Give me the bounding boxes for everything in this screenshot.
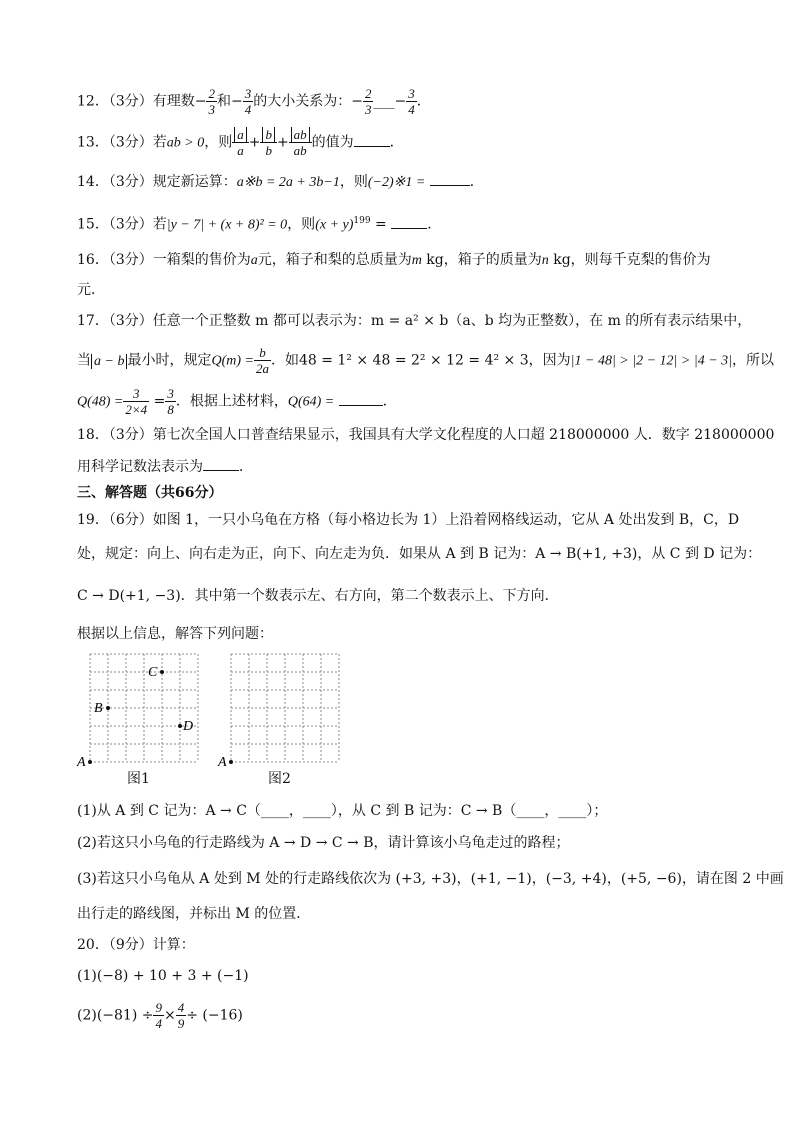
label-A: A bbox=[77, 755, 86, 768]
answer-blank[interactable] bbox=[391, 216, 427, 229]
point-A bbox=[88, 760, 92, 764]
point-A bbox=[229, 760, 233, 764]
question-16-line2: 元． bbox=[77, 282, 105, 298]
question-14: 14．（3分）规定新运算：a※b = 2a + 3b−1，则(−2)※1 = ． bbox=[77, 174, 484, 190]
label-D: D bbox=[183, 719, 194, 734]
question-19-line3: C → D(+1, −3)．其中第一个数表示左、右方向，第二个数表示上、下方向． bbox=[77, 588, 559, 604]
figure-1-caption: 图1 bbox=[127, 771, 150, 787]
question-13: 13．（3分）若ab > 0，则 $\frac{a}{a}$ + $\frac{b}{b}$ + $\frac{ab}{ab}$ 的值为 ． bbox=[77, 127, 404, 158]
question-12: 12．（3分）有理数− $\frac{2}{3}$ 和− $\frac{3}{4}$ 的大小关系为：− $\frac{2}{3}$ ___− $\frac{3}{4}$ ． bbox=[77, 86, 431, 117]
figure-2-caption: 图2 bbox=[268, 771, 291, 787]
question-19-line4: 根据以上信息，解答下列问题： bbox=[77, 626, 273, 642]
label-A: A bbox=[218, 755, 227, 768]
section-heading: 三、解答题（共66分） bbox=[77, 485, 223, 501]
grid-figure-2[interactable] bbox=[213, 648, 343, 768]
point-D bbox=[178, 724, 182, 728]
question-15: 15．（3分）若|y − 7| + (x + 8)² = 0，则$(x + y)^{199}$ = ． bbox=[77, 216, 442, 233]
answer-blank[interactable]: ___ bbox=[373, 93, 395, 110]
question-18-line2: 用科学记数法表示为 ． bbox=[77, 459, 253, 475]
question-20-part2: (2)(−81) ÷ $\frac{9}{4}$ × $\frac{4}{9}$ ÷ (−16) bbox=[77, 1000, 243, 1031]
question-19-sub3-line2: 出行走的路线图，并标出 M 的位置． bbox=[77, 906, 311, 922]
question-19-sub2: (2)若这只小乌龟的行走路线为 A → D → C → B，请计算该小乌龟走过的路程； bbox=[77, 835, 570, 851]
answer-blank[interactable] bbox=[339, 393, 383, 406]
answer-blank[interactable] bbox=[354, 134, 390, 147]
question-16: 16．（3分）一箱梨的售价为a元，箱子和梨的总质量为m kg，箱子的质量为n kg，则每千克梨的售价为 bbox=[77, 252, 711, 268]
point-B bbox=[106, 706, 110, 710]
answer-blank[interactable] bbox=[203, 458, 239, 471]
point-C bbox=[160, 670, 164, 674]
answer-blank[interactable] bbox=[430, 173, 470, 186]
question-20-part1: (1)(−8) + 10 + 3 + (−1) bbox=[77, 968, 249, 984]
question-17-line3: Q(48) = $\frac{3}{2\times 4}$ = $\frac{3}{8}$ ．根据上述材料，Q(64) = ． bbox=[77, 386, 397, 417]
question-20-heading: 20．（9分）计算： bbox=[77, 937, 195, 953]
question-17-line1: 17．（3分）任意一个正整数 m 都可以表示为：m = a² × b（a、b 均为正整数），在 m 的所有表示结果中， bbox=[77, 313, 752, 329]
question-18-line1: 18．（3分）第七次全国人口普查结果显示，我国具有大学文化程度的人口超 218000000 人．数字 218000000 bbox=[77, 427, 775, 443]
question-19-line2: 处，规定：向上、向右走为正，向下、向左走为负．如果从 A 到 B 记为：A → B(+1, +3)，从 C 到 D 记为： bbox=[77, 546, 762, 562]
label-B: B bbox=[94, 701, 103, 716]
grid-figure-1 bbox=[72, 648, 202, 768]
question-19-line1: 19．（6分）如图 1，一只小乌龟在方格（每小格边长为 1）上沿着网格线运动，它从 A 处出发到 B，C，D bbox=[77, 512, 740, 528]
question-19-sub1: (1)从 A 到 C 记为：A → C（____，____），从 C 到 B 记为：C → B（____，____）； bbox=[77, 803, 608, 819]
question-19-sub3-line1: (3)若这只小乌龟从 A 处到 M 处的行走路线依次为 (+3, +3)，(+1, −1)，(−3, +4)，(+5, −6)，请在图 2 中画 bbox=[77, 871, 784, 887]
question-17-line2: 当 a − b 最小时，规定Q(m) = $\frac{b}{2a}$ ．如48 = 1² × 48 = 2² × 12 = 4² × 3，因为|1 − 48| > |2 − 12| > |4 − 3|，所以 bbox=[77, 345, 774, 376]
label-C: C bbox=[148, 665, 158, 680]
